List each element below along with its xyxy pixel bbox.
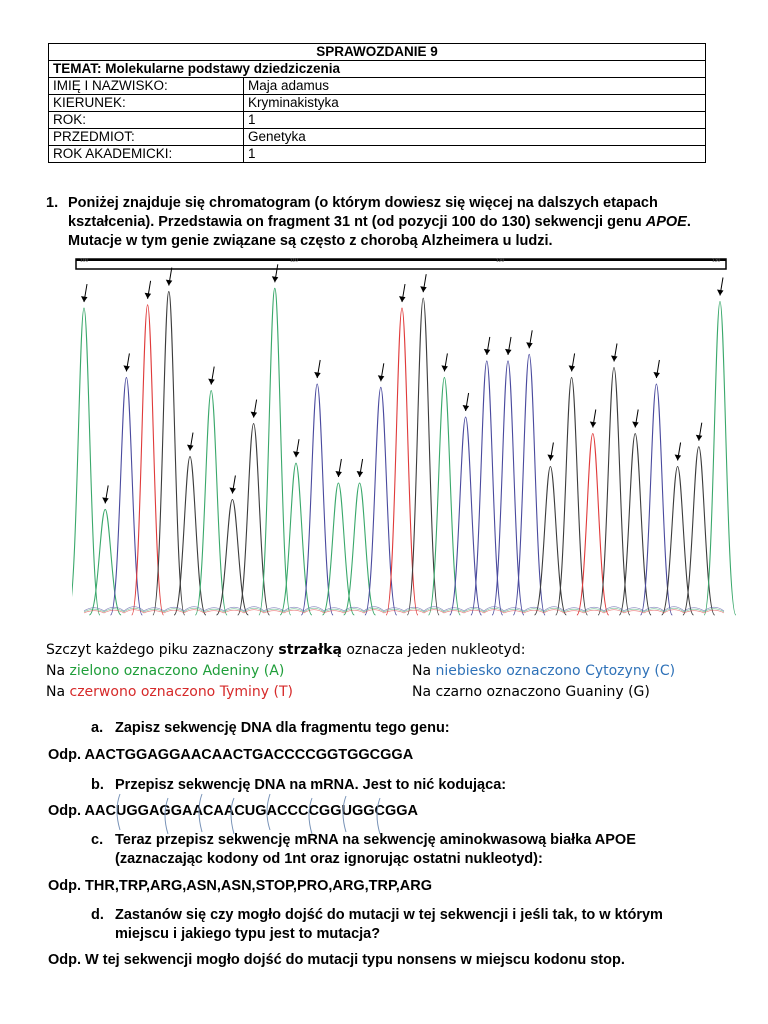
peak-arrow [441, 353, 448, 371]
peak-guanine [217, 500, 249, 616]
peak-guanine [683, 447, 715, 615]
codon-mark [165, 798, 168, 834]
legend-prefix: Na [412, 663, 436, 679]
legend-adenine-text: zielono oznaczono Adeniny (A) [69, 663, 285, 679]
report-topic: TEMAT: Molekularne podstawy dziedziczenia [49, 61, 706, 78]
legend-prefix: Na [46, 684, 70, 700]
codon-mark [267, 794, 270, 830]
legend-thymine-text: czerwono oznaczono Tyminy (T) [69, 684, 293, 700]
peak-arrow [293, 439, 300, 457]
peak-guanine [535, 467, 567, 616]
header-value: Genetyka [244, 129, 706, 146]
question-text-part1: Poniżej znajduje się chromatogram (o którym dowiesz się więcej na dalszych etapach kształcenia). Przedstawia on fragment 31 nt (od pozycji 100 do 130) sekwencji genu [68, 195, 658, 230]
peak-arrow [187, 433, 194, 451]
answer-b: Odp. AACUGGAGGAACAACUGACCCCGGUGGCGGA [48, 803, 419, 819]
peak-adenine [259, 288, 291, 615]
peak-arrow [166, 268, 173, 286]
task-text: Przepisz sekwencję DNA na mRNA. Jest to nić kodująca: [115, 777, 507, 793]
peak-arrow [357, 459, 364, 477]
peak-guanine [153, 292, 185, 615]
peak-arrow [81, 284, 88, 302]
peak-arrow [229, 476, 236, 494]
task-a [91, 719, 711, 738]
peak-arrow [102, 485, 109, 503]
peak-arrow [314, 360, 321, 378]
task-letter: b. [91, 777, 104, 793]
header-label: ROK: [49, 112, 244, 129]
task-text: Zapisz sekwencję DNA dla fragmentu tego genu: [115, 720, 450, 736]
answer-d: Odp. W tej sekwencji mogło dojść do mutacji typu nonsens w miejscu kodonu stop. [48, 952, 625, 968]
peak-adenine [704, 302, 736, 616]
task-d [91, 906, 711, 944]
peak-arrow [208, 367, 215, 385]
legend-guanine: Na czarno oznaczono Guaniny (G) [412, 684, 650, 700]
answer-a: Odp. AACTGGAGGAACAACTGACCCCGGTGGCGGA [48, 747, 414, 763]
ruler-label: 130 [712, 258, 721, 264]
report-header-table [48, 43, 706, 163]
header-value: 1 [244, 146, 706, 163]
header-row [49, 129, 706, 146]
header-row [49, 95, 706, 112]
header-row [49, 146, 706, 163]
legend-thymine [46, 684, 293, 700]
peak-arrow [399, 284, 406, 302]
peak-arrow [632, 410, 639, 428]
peak-cytosine [641, 384, 673, 615]
header-label: KIERUNEK: [49, 95, 244, 112]
task-text: Teraz przepisz sekwencję mRNA na sekwencję aminokwasową białka APOE (zaznaczając kodony od 1nt oraz ignorując ostatni nukleotyd): [115, 832, 636, 867]
peak-arrow [335, 459, 342, 477]
peak-arrow [420, 274, 427, 292]
legend-intro-post: oznacza jeden nukleotyd: [341, 642, 526, 658]
ruler-label: 120 [496, 258, 505, 264]
peak-arrow [717, 278, 724, 296]
header-value: 1 [244, 112, 706, 129]
header-value: Kryminakistyka [244, 95, 706, 112]
header-row [49, 112, 706, 129]
chromatogram-arrows [81, 264, 724, 503]
task-text: Zastanów się czy mogło dojść do mutacji w tej sekwencji i jeśli tak, to w którym miejscu i jakiego typu jest to mutacja? [115, 907, 663, 942]
peak-adenine [72, 308, 100, 615]
peak-arrow [251, 400, 258, 418]
header-value: Maja adamus [244, 78, 706, 95]
question-number: 1. [46, 195, 59, 211]
peak-arrow [653, 360, 660, 378]
peak-guanine [619, 434, 651, 616]
peak-arrow [590, 410, 597, 428]
peak-guanine [662, 467, 694, 616]
peak-guanine [174, 457, 206, 615]
chromatogram [72, 255, 744, 627]
header-row [49, 78, 706, 95]
answer-c: Odp. THR,TRP,ARG,ASN,ASN,STOP,PRO,ARG,TRP,ARG [48, 878, 433, 894]
peak-cytosine [301, 384, 333, 615]
codon-mark [199, 794, 202, 832]
peak-arrow [145, 281, 152, 299]
peak-guanine [238, 424, 270, 615]
legend-cytosine-text: niebiesko oznaczono Cytozyny (C) [435, 663, 676, 679]
codon-mark [377, 798, 380, 834]
ruler-label: 100 [80, 258, 89, 264]
peak-arrow [696, 423, 703, 441]
codon-mark [117, 794, 120, 830]
legend-adenine [46, 663, 284, 679]
peak-arrow [378, 363, 385, 381]
peak-adenine [344, 483, 376, 615]
peak-adenine [195, 391, 227, 615]
task-letter: a. [91, 720, 104, 736]
codon-mark [231, 798, 234, 834]
legend-intro-bold: strzałką [278, 642, 342, 658]
peak-arrow [484, 337, 491, 355]
peak-arrow [611, 344, 618, 362]
peak-arrow [463, 393, 470, 411]
codon-mark [343, 796, 346, 832]
question-1 [46, 194, 716, 251]
peak-arrow [675, 443, 682, 461]
peak-cytosine [111, 377, 143, 615]
report-title: SPRAWOZDANIE 9 [49, 44, 706, 61]
legend-cytosine [412, 663, 675, 679]
gene-name: APOE [645, 214, 687, 230]
question-text-part2: . Mutacje w tym genie związane są często z chorobą Alzheimera u ludzi. [68, 214, 691, 249]
peak-cytosine [365, 387, 397, 615]
legend-prefix: Na [46, 663, 70, 679]
peak-arrow [526, 330, 533, 348]
peak-cytosine [450, 417, 482, 615]
peak-cytosine [513, 354, 545, 615]
peak-arrow [569, 353, 576, 371]
peak-arrow [547, 443, 554, 461]
task-c [91, 831, 711, 869]
peak-adenine [280, 463, 312, 615]
header-label: IMIĘ I NAZWISKO: [49, 78, 244, 95]
peak-arrow [505, 337, 512, 355]
task-letter: d. [91, 907, 104, 923]
task-letter: c. [91, 832, 104, 848]
header-label: PRZEDMIOT: [49, 129, 244, 146]
codon-mark [309, 798, 312, 834]
peak-thymine [577, 434, 609, 616]
chromatogram-traces [72, 288, 736, 615]
ruler-label: 110 [290, 258, 298, 264]
legend-intro-pre: Szczyt każdego piku zaznaczony [46, 642, 279, 658]
chromatogram-ruler [76, 258, 726, 269]
header-label: ROK AKADEMICKI: [49, 146, 244, 163]
legend-intro [46, 642, 525, 658]
peak-arrow [123, 353, 129, 371]
question-text [68, 194, 716, 251]
